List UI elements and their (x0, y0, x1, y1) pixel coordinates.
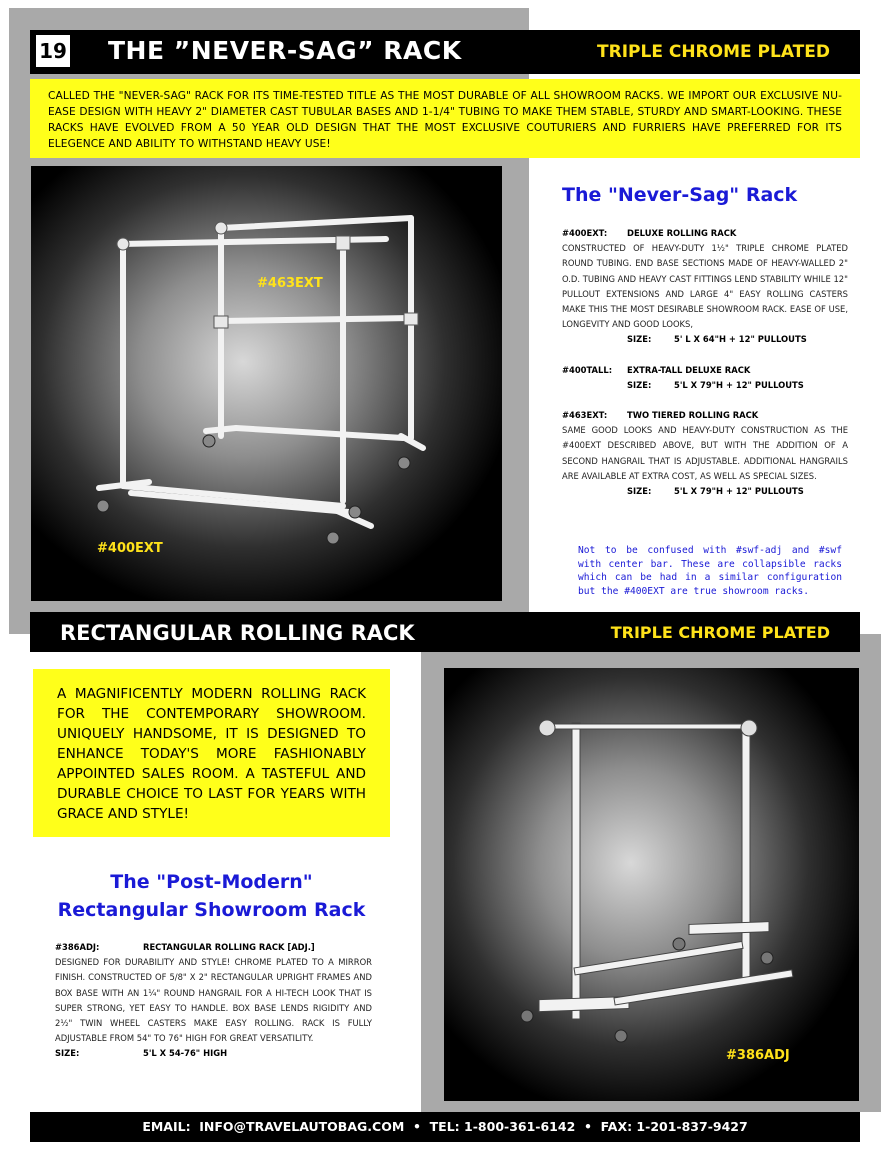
photo-label-463ext: #463EXT (257, 276, 323, 291)
product-400tall-size (562, 378, 848, 393)
rack-400ext-463ext-illustration (31, 166, 502, 601)
photo-label-400ext: #400EXT (97, 541, 163, 556)
rack-386adj-illustration (444, 668, 859, 1101)
product-code: #400TALL: (562, 364, 613, 375)
size-label: SIZE: (627, 486, 652, 497)
section2-heading-line1: The "Post-Modern" (110, 871, 313, 893)
product-name: DELUXE ROLLING RACK (627, 228, 737, 238)
section2-specs (55, 940, 372, 1062)
size-label: SIZE: (627, 334, 652, 345)
product-463ext-size (562, 484, 848, 499)
section1-specs (562, 226, 848, 499)
product-400ext-description: CONSTRUCTED OF HEAVY-DUTY 1½" TRIPLE CHROME PLATED ROUND TUBING. END BASE SECTIONS MADE OF HEAVY-WALLED 2" O.D. TUBING AND HEAVY CAST FITTINGS LEND STABILITY WHILE 12" PULLOUT EXTENSIONS AND LARGE 4" EASY ROLLING CASTERS MAKE THIS THE MOST DESIRABLE SHOWROOM RACK. EASE OF USE, LONGEVITY AND GOOD LOOKS, (562, 243, 848, 330)
product-400ext-header (562, 226, 848, 241)
section2-header-bar (30, 612, 860, 652)
section2-intro-text: A MAGNIFICENTLY MODERN ROLLING RACK FOR THE CONTEMPORARY SHOWROOM. UNIQUELY HANDSOME, IT IS DESIGNED TO ENHANCE TODAY'S MORE FASHIONABLY APPOINTED SALES ROOM. A TASTEFUL AND DURABLE CHOICE TO LAST FOR YEARS WITH GRACE AND STYLE! (57, 686, 366, 822)
contact-footer-text: EMAIL: INFO@TRAVELAUTOBAG.COM • TEL: 1-800-361-6142 • FAX: 1-201-837-9427 (142, 1119, 748, 1134)
product-463ext-description: SAME GOOD LOOKS AND HEAVY-DUTY CONSTRUCTION AS THE #400EXT DESCRIBED ABOVE, BUT WITH THE ADDITION OF A SECOND HANGRAIL THAT IS ADJUSTABLE. ADDITIONAL HANGRAILS ARE AVAILABLE AT EXTRA COST, AS WELL AS SPECIAL SIZES. (562, 425, 848, 481)
size-value: 5'L X 79"H + 12" PULLOUTS (674, 486, 804, 497)
section2-tag: TRIPLE CHROME PLATED (610, 623, 830, 642)
product-386adj-size (55, 1046, 372, 1061)
product-400tall-header (562, 363, 848, 378)
section2-intro-box (33, 669, 390, 837)
section2-heading-line2: Rectangular Showroom Rack (57, 899, 366, 921)
size-value: 5' L X 64"H + 12" PULLOUTS (674, 334, 807, 345)
size-label: SIZE: (627, 379, 652, 390)
section2-title: RECTANGULAR ROLLING RACK (60, 621, 415, 645)
page-number-box (34, 33, 72, 69)
product-400ext-size (562, 332, 848, 347)
size-label: SIZE: (55, 1048, 80, 1059)
section1-heading: The "Never-Sag" Rack (562, 184, 798, 206)
photo-label-386adj: #386ADJ (726, 1048, 790, 1063)
section1-tag: TRIPLE CHROME PLATED (597, 42, 830, 62)
product-code: #400EXT: (562, 228, 608, 238)
section1-header-bar (30, 30, 860, 74)
section1-title: THE ”NEVER-SAG” RACK (108, 36, 462, 65)
product-463ext-header (562, 408, 848, 423)
product-name: TWO TIERED ROLLING RACK (627, 410, 759, 421)
rack-photo-386adj (444, 668, 859, 1101)
product-name: EXTRA-TALL DELUXE RACK (627, 364, 751, 375)
product-code: #386ADJ: (55, 942, 100, 952)
size-value: 5'L X 79"H + 12" PULLOUTS (674, 379, 804, 390)
page-number: 19 (39, 39, 67, 63)
product-386adj-description: DESIGNED FOR DURABILITY AND STYLE! CHROME PLATED TO A MIRROR FINISH. CONSTRUCTED OF 5/8" X 2" RECTANGULAR UPRIGHT FRAMES AND BOX BASE WITH AN 1¼" ROUND HANGRAIL FOR A HI-TECH LOOK THAT IS SUPER STRONG, YET EASY TO HANDLE. BOX BASE LENDS RIGIDITY AND 2½" TWIN WHEEL CASTERS MAKE EASY ROLLING. RACK IS FULLY ADJUSTABLE FROM 54" TO 76" HIGH FOR GREAT VERSATILITY. (55, 957, 372, 1044)
size-value: 5'L X 54-76" HIGH (143, 1048, 228, 1059)
product-386adj-header (55, 940, 372, 955)
section1-note: Not to be confused with #swf-adj and #swf with center bar. These are collapsible racks which can be had in a similar configuration but the #400EXT are true showroom racks. (578, 545, 842, 597)
product-name: RECTANGULAR ROLLING RACK [ADJ.] (143, 942, 315, 952)
section1-intro-text: CALLED THE "NEVER-SAG" RACK FOR ITS TIME-TESTED TITLE AS THE MOST DURABLE OF ALL SHOWROOM RACKS. WE IMPORT OUR EXCLUSIVE NU-EASE DESIGN WITH HEAVY 2" DIAMETER CAST TUBULAR BASES AND 1-1/4" TUBING TO MAKE THEM STABLE, STURDY AND SMART-LOOKING. THESE RACKS HAVE EVOLVED FROM A 50 YEAR OLD DESIGN THAT THE MOST EXCLUSIVE COUTURIERS AND FURRIERS HAVE PREFERRED FOR ITS ELEGENCE AND ABILITY TO WITHSTAND HEAVY USE! (48, 90, 842, 150)
product-code: #463EXT: (562, 410, 608, 421)
rack-photo-400ext (31, 166, 502, 601)
contact-footer-bar (30, 1112, 860, 1142)
section1-intro-box (30, 79, 860, 158)
